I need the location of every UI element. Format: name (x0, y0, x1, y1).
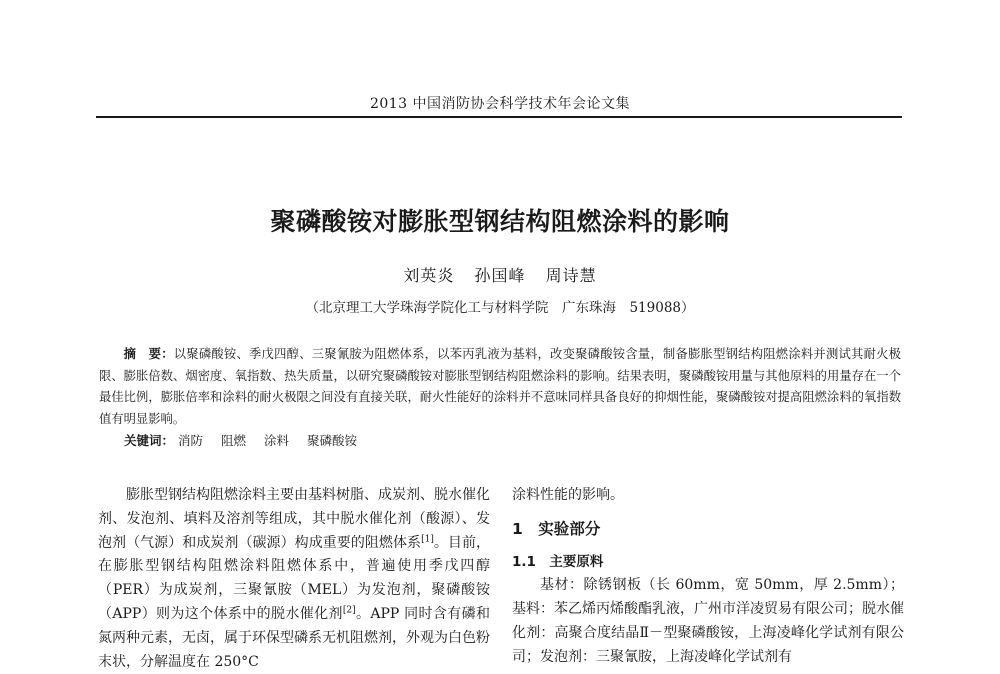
materials-paragraph: 基材：除锈钢板（长 60mm，宽 50mm，厚 2.5mm）；基料：苯乙烯丙烯酸酯乳液，广州市洋凌贸易有限公司；脱水催化剂：高聚合度结晶Ⅱ－型聚磷酸铵，上海凌峰化学试剂有限公司；发泡剂：三聚氰胺，上海凌峰化学试剂有 (512, 577, 904, 665)
authors (0, 263, 1000, 286)
intro-text: 。APP 同时含有磷和氮两种元素，无卤，属于环保型磷系无机阻燃剂，外观为白色粉末状，分解温度在 250°C (98, 605, 491, 670)
intro-paragraph (98, 484, 490, 674)
keyword: 聚磷酸铵 (307, 433, 358, 448)
keyword: 阻燃 (221, 433, 247, 448)
author-name: 周诗慧 (545, 266, 597, 285)
citation-ref: [1] (421, 533, 434, 544)
author-name: 孙国峰 (474, 266, 526, 285)
running-header: 2013 中国消防协会科学技术年会论文集 (369, 96, 631, 112)
author-name: 刘英炎 (403, 266, 455, 285)
abstract-label: 摘 要： (123, 346, 174, 361)
subsection-heading: 1.1 主要原料 (512, 553, 604, 570)
keywords (124, 431, 904, 449)
intro-text: 。目前，在膨胀型钢结构阻燃涂料阻燃体系中，普遍使用季戊四醇（PER）为成炭剂，三聚氰胺（MEL）为发泡剂，聚磷酸铵（APP）则为这个体系中的脱水催化剂 (98, 534, 491, 622)
affiliation: （北京理工大学珠海学院化工与材料学院 广东珠海 519088） (305, 300, 695, 316)
citation-ref: [2] (342, 605, 356, 616)
paper-title: 聚磷酸铵对膨胀型钢结构阻燃涂料的影响 (270, 207, 730, 236)
abstract (99, 343, 901, 430)
body-right-column (512, 484, 904, 670)
continuation-text: 涂料性能的影响。 (512, 487, 624, 503)
intro-text: 膨胀型钢结构阻燃涂料主要由基料树脂、成炭剂、脱水催化剂、发泡剂、填料及溶剂等组成，其中脱水催化剂（酸源）、发泡剂（气源）和成炭剂（碳源）构成重要的阻燃体系 (98, 487, 490, 551)
abstract-text: 以聚磷酸铵、季戊四醇、三聚氰胺为阻燃体系，以苯丙乳液为基料，改变聚磷酸铵含量，制备膨胀型钢结构阻燃涂料并测试其耐火极限、膨胀倍数、烟密度、氧指数、热失质量，以研究聚磷酸铵对膨胀型钢结构阻燃涂料的影响。结果表明，聚磷酸铵用量与其他原料的用量存在一个最佳比例，膨胀倍率和涂料的耐火极限之间没有直接关联，耐火性能好的涂料并不意味同样具备良好的抑烟性能，聚磷酸铵对提高阻燃涂料的氧指数值有明显影响。 (99, 347, 901, 426)
keyword: 消防 (178, 433, 204, 448)
section-heading: 1 实验部分 (512, 519, 601, 538)
keywords-label: 关键词： (124, 433, 175, 448)
keyword: 涂料 (264, 433, 290, 448)
body-left-column (98, 484, 490, 674)
header-rule (96, 116, 902, 118)
